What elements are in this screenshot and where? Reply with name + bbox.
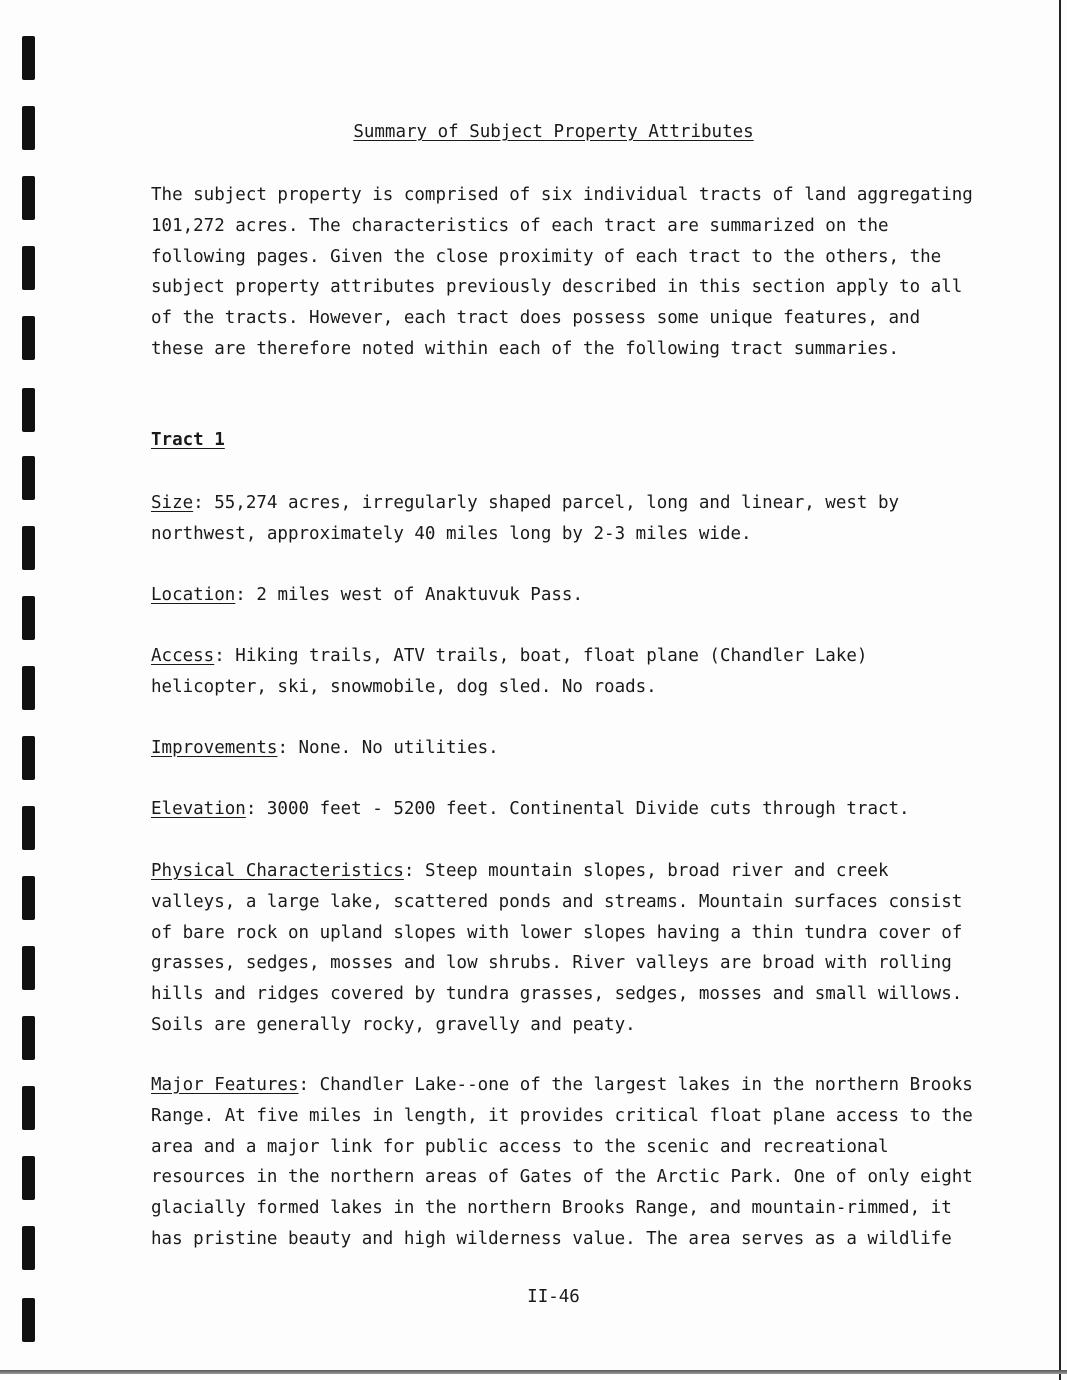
binding-mark — [22, 1156, 35, 1200]
major-features-label: Major Features — [151, 1075, 299, 1095]
physical-characteristics-paragraph — [151, 856, 981, 1041]
page-heading: Summary of Subject Property Attributes — [353, 122, 754, 142]
binding-mark — [22, 596, 35, 640]
access-text: : Hiking trails, ATV trails, boat, float plane (Chandler Lake) helicopter, ski, snowmobile, dog sled. No roads. — [151, 646, 868, 697]
elevation-paragraph — [151, 794, 981, 825]
elevation-text: : 3000 feet - 5200 feet. Continental Divide cuts through tract. — [245, 799, 910, 819]
location-text: : 2 miles west of Anaktuvuk Pass. — [235, 585, 583, 605]
major-features-paragraph — [151, 1070, 981, 1255]
page-edge-bottom — [0, 1370, 1067, 1374]
binding-mark — [22, 666, 35, 710]
binding-mark — [22, 806, 35, 850]
size-paragraph — [151, 488, 981, 550]
location-paragraph — [151, 580, 981, 611]
binding-mark — [22, 876, 35, 920]
elevation-label: Elevation — [151, 799, 246, 819]
binding-mark — [22, 316, 35, 360]
page-edge-right — [1059, 0, 1061, 1380]
access-paragraph — [151, 641, 981, 703]
binding-mark — [22, 736, 35, 780]
binding-mark — [22, 456, 35, 500]
location-label: Location — [151, 585, 236, 605]
size-label: Size — [151, 493, 194, 513]
binding-mark — [22, 176, 35, 220]
binding-mark — [22, 1086, 35, 1130]
improvements-text: : None. No utilities. — [277, 738, 499, 758]
binding-mark — [22, 246, 35, 290]
binding-mark — [22, 36, 35, 80]
tract-heading: Tract 1 — [151, 430, 225, 450]
binding-mark — [22, 1016, 35, 1060]
binding-mark — [22, 526, 35, 570]
binding-mark — [22, 388, 35, 432]
physical-characteristics-text: : Steep mountain slopes, broad river and creek valleys, a large lake, scattered ponds and streams. Mountain surfaces consist of bare rock on upland slopes with lower slopes having a thin tundra cover of grasses, sedges, mosses and low shrubs. River valleys are broad with rolling hills and ridges covered by tundra grasses, sedges, mosses and small willows. Soils are generally rocky, gravelly and peaty. — [151, 861, 963, 1035]
intro-paragraph: The subject property is comprised of six individual tracts of land aggregating 101,272 acres. The characteristics of each tract are summarized on the following pages. Given the close proximity of each tract to the others, the subject property attributes previously described in this section apply to all of the tracts. However, each tract does possess some unique features, and these are therefore noted within each of the following tract summaries. — [151, 185, 973, 359]
page-number: II-46 — [527, 1287, 580, 1307]
physical-characteristics-label: Physical Characteristics — [151, 861, 404, 881]
major-features-text: : Chandler Lake--one of the largest lakes in the northern Brooks Range. At five miles in length, it provides critical float plane access to the area and a major link for public access to the scenic and recreational resources in the northern areas of Gates of the Arctic Park. One of only eight glacially formed lakes in the northern Brooks Range, and mountain-rimmed, it has pristine beauty and high wilderness value. The area serves as a wildlife — [151, 1075, 973, 1249]
access-label: Access — [151, 646, 215, 666]
improvements-label: Improvements — [151, 738, 278, 758]
improvements-paragraph — [151, 733, 981, 764]
binding-mark — [22, 1226, 35, 1270]
size-text: : 55,274 acres, irregularly shaped parcel, long and linear, west by northwest, approximately 40 miles long by 2-3 miles wide. — [151, 493, 900, 544]
binding-mark — [22, 946, 35, 990]
